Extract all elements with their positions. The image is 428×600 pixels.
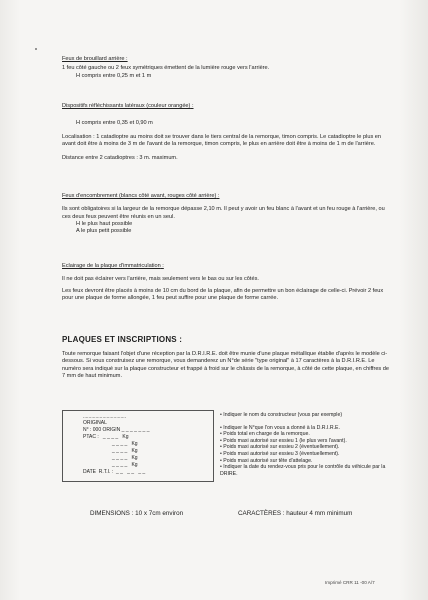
paper-speck xyxy=(35,48,37,50)
plate-model-box xyxy=(62,410,214,482)
legend-item: • Poids maxi autorisé sur essieu 3 (éventuellement). xyxy=(220,450,340,457)
fog-heading-text: Feux de brouillard arrière xyxy=(62,56,125,62)
legend-item-text: Poids maxi autorisé sur tête d'attelage. xyxy=(223,457,313,464)
plate-model-serial: N° : 000 ORIGIN _ _ _ _ _ _ _ xyxy=(83,427,150,433)
plates-body-block xyxy=(62,351,392,380)
legend-item-text: Poids total en charge de la remorque. xyxy=(223,431,310,438)
legend-item: • Indiquer le nom du constructeur (vous par exemple) xyxy=(220,412,343,418)
plate-model-dots: ............................... xyxy=(83,414,127,420)
plate-model-kg3: _ _ _ _ Kg xyxy=(112,455,138,461)
plates-title: PLAQUES ET INSCRIPTIONS : xyxy=(62,335,183,344)
clearance-line1: Ils sont obligatoires si la largeur de la remorque dépasse 2,10 m. Il peut y avoir un feu blanc à l'avant et un feu rouge à l'arrière, ou ces deux feux peuvent être réunis en un seul. xyxy=(62,206,385,220)
plate-model-original: ORIGINAL xyxy=(83,420,107,426)
reflectors-line1: H compris entre 0,35 et 0,90 m xyxy=(76,120,153,127)
clearance-heading-text: Feux d'encombrement (blancs côté avant, rouges côté arrière) xyxy=(62,193,217,199)
legend-item-text: Indiquer le nom du constructeur (vous par exemple) xyxy=(223,412,343,418)
legend-item: • Poids total en charge de la remorque. xyxy=(220,431,310,438)
legend-item-text: Indiquer le N°que l'on vous a donné à la D.R.I.R.E. xyxy=(223,424,340,431)
legend-item: • Poids maxi autorisé sur essieu 2 (éventuellement). xyxy=(220,444,340,451)
fog-line1: 1 feu côté gauche ou 2 feux symétriques émettent de la lumière rouge vers l'arrière. xyxy=(62,65,270,72)
plate-lighting-section xyxy=(62,263,392,302)
legend-item: • Poids maxi autorisé sur essieu 1 (le plus vers l'avant). xyxy=(220,437,347,444)
reflectors-heading: Dispositifs réfléchissants latéraux (couleur orangée) : xyxy=(62,103,194,109)
plate-model-date: DATE R.T.I. : _ _ _ _ _ _ xyxy=(83,469,146,475)
fog-line2: H compris entre 0,25 m et 1 m xyxy=(76,72,152,79)
legend-item-text: Indiquer la date du rendez-vous pris pour le contrôle du véhicule par la DRIRE. xyxy=(220,464,386,477)
clearance-line2: H le plus haut possible xyxy=(76,220,133,227)
plate-lighting-heading: Eclairage de la plaque d'immatriculation : xyxy=(62,263,164,269)
reflectors-heading-text: Dispositifs réfléchissants latéraux (couleur orangée) xyxy=(62,103,191,109)
legend-item-text: Poids maxi autorisé sur essieu 3 (éventuellement). xyxy=(223,450,340,457)
legend-item-text: Poids maxi autorisé sur essieu 1 (le plus vers l'avant). xyxy=(223,437,347,444)
dimensions-size: DIMENSIONS : 10 x 7cm environ xyxy=(90,510,184,517)
reflectors-section xyxy=(62,103,392,162)
legend-item: • Indiquer la date du rendez-vous pris pour le contrôle du véhicule par la DRIRE. xyxy=(220,464,386,477)
plate-model-kg2: _ _ _ _ Kg xyxy=(112,448,138,454)
fog-section xyxy=(62,56,392,80)
plate-model-ptac: PTAC : _ _ _ _ Kg xyxy=(83,434,129,440)
plate-lighting-heading-text: Eclairage de la plaque d'immatriculation xyxy=(62,263,161,269)
clearance-heading: Feux d'encombrement (blancs côté avant, rouges côté arrière) : xyxy=(62,193,220,199)
fog-heading: Feux de brouillard arrière : xyxy=(62,56,128,62)
plate-model-kg1: _ _ _ _ Kg xyxy=(112,441,138,447)
reflectors-line3: Distance entre 2 catadioptres : 3 m. maximum. xyxy=(62,155,178,162)
plate-lighting-line1: Il ne doit pas éclairer vers l'arrière, mais seulement vers le bas ou sur les côtés. xyxy=(62,276,259,283)
reflectors-line2: Localisation : 1 catadioptre au moins doit se trouver dans le tiers central de la remorque, timon compris. Le catadioptre le plus en avant doit être à moins de 3 m de l'avant de la remorque, timon compris, le plus en arrière doit être à moins de 1 m de l'arrière. xyxy=(62,133,382,147)
plate-model-kg4: _ _ _ _ Kg xyxy=(112,462,138,468)
plate-legend-list xyxy=(220,412,400,477)
legend-item-text: Poids maxi autorisé sur essieu 2 (éventuellement). xyxy=(223,444,340,451)
plate-lighting-line2: Les feux devront être placés à moins de 10 cm du bord de la plaque, afin de permettre un bon éclairage de celle-ci. Prévoir 2 feux pour une plaque de forme allongée, 1 feu peut suffire pour une plaque de forme carrée. xyxy=(62,287,384,301)
dimensions-chars: CARACTÈRES : hauteur 4 mm minimum xyxy=(238,510,353,517)
legend-item: • Poids maxi autorisé sur tête d'attelage. xyxy=(220,457,313,464)
plates-body: Toute remorque faisant l'objet d'une réception par la D.R.I.R.E. doit être munie d'une plaque métallique établie d'après le modèle ci-dessous. Si vous construisez une remorque, vous demanderez un N°de série "type original" à 17 caractères à la D.R.I.R.E. Le numéro sera indiqué sur la plaque constructeur et frappé à froid sur le châssis de la remorque, à côté de cette plaque, en chiffres de 7 mm de haut minimum. xyxy=(62,351,390,379)
print-reference: Imprimé CRR 11 -00 A/7 xyxy=(325,580,375,585)
clearance-section xyxy=(62,193,392,235)
legend-item: • Indiquer le N°que l'on vous a donné à la D.R.I.R.E. xyxy=(220,424,340,431)
clearance-line3: A le plus petit possible xyxy=(76,228,132,235)
